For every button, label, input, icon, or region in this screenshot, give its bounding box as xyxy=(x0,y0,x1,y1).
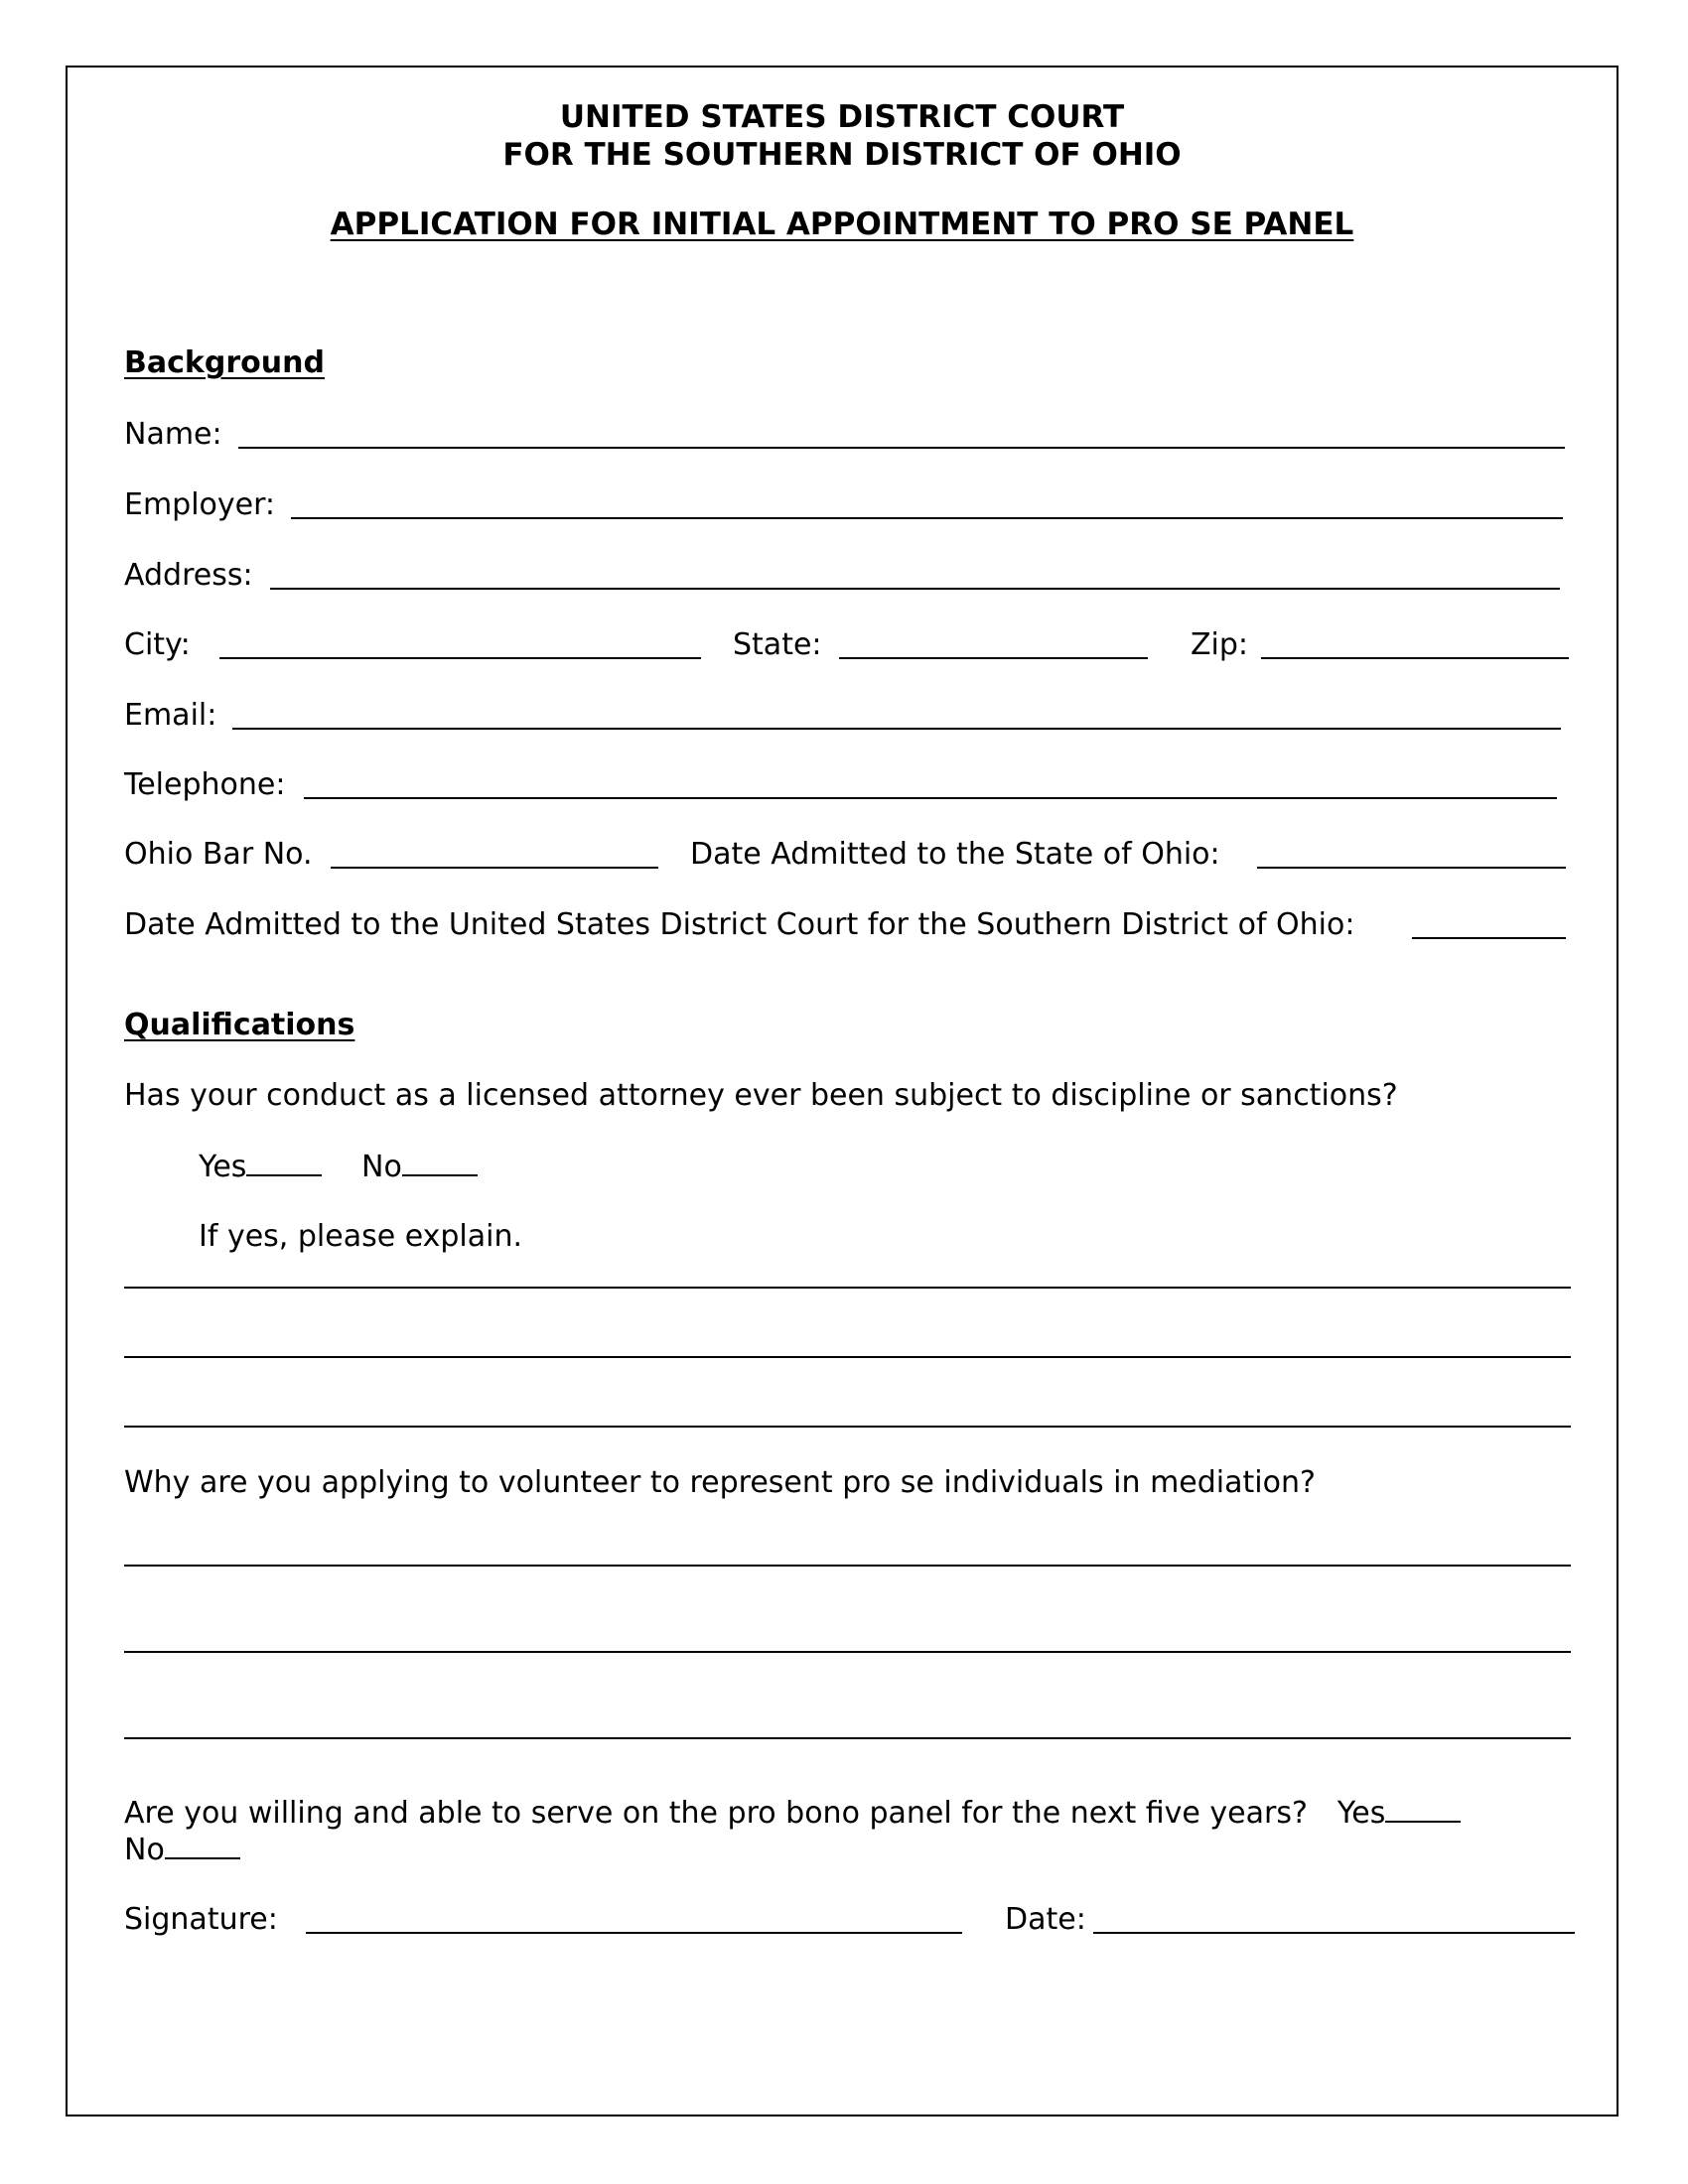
signature-field[interactable] xyxy=(306,1932,962,1934)
discipline-no-field[interactable] xyxy=(402,1149,478,1176)
background-heading: Background xyxy=(124,345,325,380)
why-line-2[interactable] xyxy=(124,1651,1571,1653)
explain-line-2[interactable] xyxy=(124,1356,1571,1358)
city-field[interactable] xyxy=(219,657,701,659)
zip-field[interactable] xyxy=(1261,657,1569,659)
discipline-no-label: No xyxy=(361,1150,402,1184)
signature-label: Signature: xyxy=(124,1902,278,1937)
willing-no-label: No xyxy=(124,1833,165,1867)
discipline-question: Has your conduct as a licensed attorney ever been subject to discipline or sanctions? xyxy=(124,1078,1398,1113)
city-label: City: xyxy=(124,627,191,662)
willing-no-field[interactable] xyxy=(165,1832,240,1859)
date-admitted-district-field[interactable] xyxy=(1412,937,1566,939)
zip-label: Zip: xyxy=(1191,627,1249,662)
signature-date-label: Date: xyxy=(1005,1902,1086,1937)
name-field[interactable] xyxy=(238,447,1565,449)
address-field[interactable] xyxy=(270,588,1560,590)
date-admitted-state-field[interactable] xyxy=(1257,867,1566,869)
form-title: APPLICATION FOR INITIAL APPOINTMENT TO PRO SE PANEL xyxy=(330,206,1354,242)
employer-field[interactable] xyxy=(291,517,1563,519)
explain-line-1[interactable] xyxy=(124,1287,1571,1289)
willing-yes-field[interactable] xyxy=(1385,1795,1461,1823)
bar-number-label: Ohio Bar No. xyxy=(124,837,313,872)
discipline-yes-option xyxy=(199,1149,322,1185)
court-name-line1: UNITED STATES DISTRICT COURT xyxy=(559,99,1125,135)
email-label: Email: xyxy=(124,698,217,733)
why-line-1[interactable] xyxy=(124,1565,1571,1567)
qualifications-heading: Qualifications xyxy=(124,1008,355,1042)
willing-yes-label: Yes xyxy=(1336,1796,1386,1831)
willing-no-option xyxy=(124,1832,240,1868)
explain-prompt: If yes, please explain. xyxy=(199,1219,523,1254)
willing-question-line xyxy=(124,1795,1461,1832)
why-question: Why are you applying to volunteer to represent pro se individuals in mediation? xyxy=(124,1465,1316,1500)
explain-line-3[interactable] xyxy=(124,1426,1571,1428)
state-label: State: xyxy=(733,627,822,662)
discipline-yes-field[interactable] xyxy=(246,1149,322,1176)
discipline-yes-label: Yes xyxy=(199,1150,247,1184)
telephone-field[interactable] xyxy=(304,797,1557,799)
name-label: Name: xyxy=(124,417,222,452)
why-line-3[interactable] xyxy=(124,1737,1571,1739)
telephone-label: Telephone: xyxy=(124,767,286,802)
state-field[interactable] xyxy=(839,657,1148,659)
court-name-line2: FOR THE SOUTHERN DISTRICT OF OHIO xyxy=(502,137,1182,173)
date-admitted-state-label: Date Admitted to the State of Ohio: xyxy=(690,837,1220,872)
employer-label: Employer: xyxy=(124,487,276,522)
willing-question: Are you willing and able to serve on the pro bono panel for the next five years? xyxy=(124,1796,1308,1831)
address-label: Address: xyxy=(124,558,253,593)
bar-number-field[interactable] xyxy=(331,867,658,869)
discipline-no-option xyxy=(361,1149,478,1185)
email-field[interactable] xyxy=(232,728,1561,730)
signature-date-field[interactable] xyxy=(1093,1932,1575,1934)
date-admitted-district-label: Date Admitted to the United States District Court for the Southern District of Ohio: xyxy=(124,907,1355,942)
